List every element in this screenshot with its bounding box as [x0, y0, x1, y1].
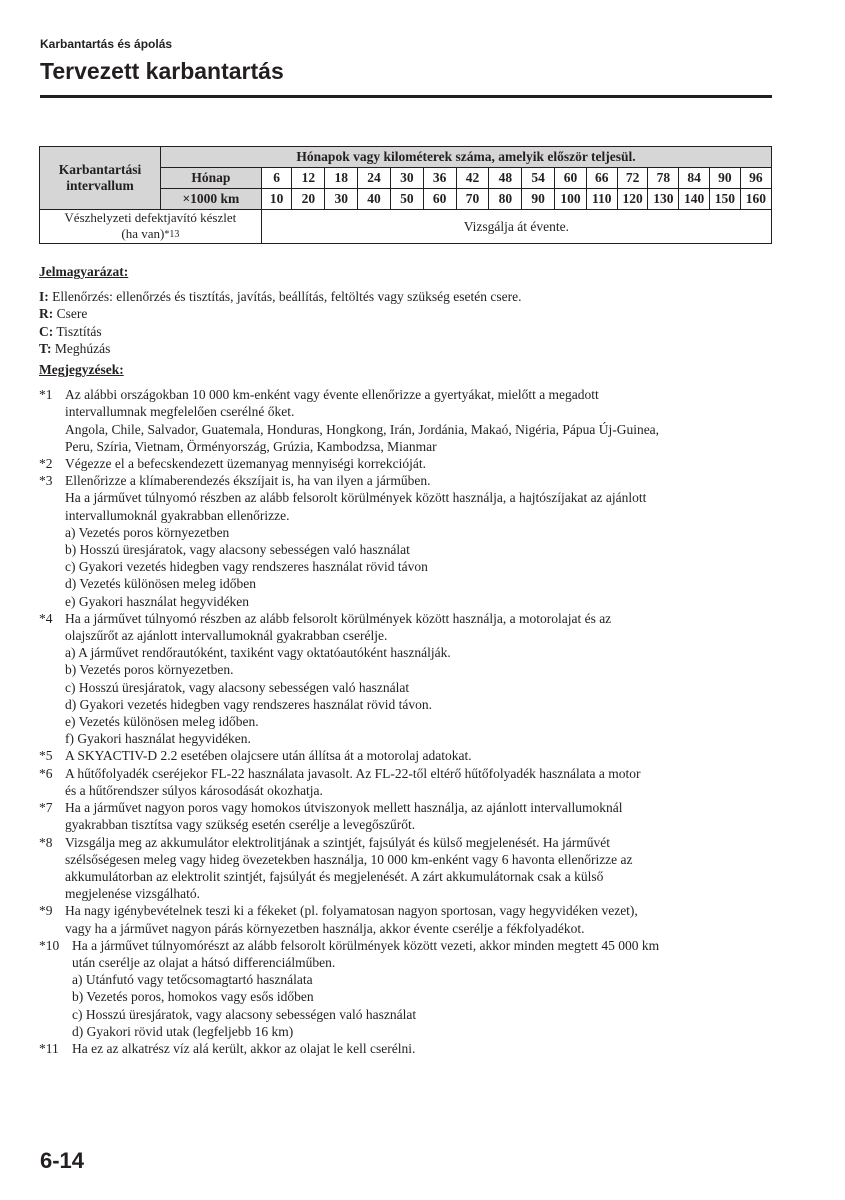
- page-title: Tervezett karbantartás: [40, 58, 284, 84]
- note-line: d) Gyakori rövid utak (legfeljebb 16 km): [72, 1023, 294, 1039]
- note-line: Ellenőrizze a klímaberendezés ékszíjait is, ha van ilyen a járműben.: [65, 473, 431, 489]
- km-cell: 130: [648, 189, 679, 210]
- km-cell: 100: [555, 189, 587, 210]
- note-n1: [39, 386, 779, 455]
- note-line: e) Vezetés különösen meleg időben.: [65, 714, 259, 730]
- legend-text: Meghúzás: [54, 340, 111, 356]
- note-line: Az alábbi országokban 10 000 km-enként vagy évente ellenőrizze a gyertyákat, mielőtt a megadott: [65, 387, 599, 403]
- body-text: [39, 263, 779, 1057]
- note-n10: [39, 937, 779, 1040]
- note-marker: *1: [39, 387, 53, 403]
- note-line: és a hűtőrendszer súlyos károsodását okozhatja.: [65, 782, 323, 798]
- note-line: d) Vezetés különösen meleg időben: [65, 576, 256, 592]
- item-label-note: (ha van): [121, 226, 165, 241]
- legend-key: T:: [39, 340, 52, 356]
- note-n6: [39, 765, 779, 799]
- month-cell: 96: [740, 168, 771, 189]
- km-cell: 30: [325, 189, 358, 210]
- note-line: Ha a járművet túlnyomórészt az alább felsorolt körülmények között vezeti, akkor minden megtett 45 000 km: [72, 937, 660, 953]
- note-line: szélsőségesen meleg vagy hideg övezetekben használja, 10 000 km-enként vagy 6 havonta ellenőrizze az: [65, 851, 633, 867]
- legend-list: [39, 288, 779, 357]
- item-value: Vizsgálja át évente.: [261, 210, 771, 244]
- note-marker: *7: [39, 800, 53, 816]
- note-marker: *9: [39, 903, 53, 919]
- note-n9: [39, 902, 779, 936]
- km-cell: 70: [456, 189, 489, 210]
- month-cell: 12: [292, 168, 325, 189]
- note-line: f) Gyakori használat hegyvidéken.: [65, 731, 251, 747]
- legend-key: I:: [39, 289, 49, 305]
- month-cell: 48: [489, 168, 522, 189]
- km-cell: 140: [679, 189, 710, 210]
- note-marker: *6: [39, 765, 53, 781]
- note-marker: *11: [39, 1040, 59, 1056]
- legend-item: [39, 288, 779, 305]
- note-line: Ha a járművet nagyon poros vagy homokos útviszonyok mellett használja, az ajánlott intervallumoknál: [65, 800, 623, 816]
- note-line: c) Hosszú üresjáratok, vagy alacsony sebességen való használat: [72, 1006, 417, 1022]
- km-cell: 10: [261, 189, 292, 210]
- note-line: Ha ez az alkatrész víz alá került, akkor az olajat le kell cserélni.: [72, 1040, 416, 1056]
- section-label: Karbantartás és ápolás: [40, 37, 173, 51]
- km-cell: 150: [710, 189, 741, 210]
- note-n5: [39, 747, 779, 764]
- note-marker: *5: [39, 748, 53, 764]
- note-line: Ha a járművet túlnyomó részben az alább felsorolt körülmények között használja, a motorolajat és az: [65, 610, 612, 626]
- km-cell: 60: [423, 189, 456, 210]
- maintenance-schedule-table: [39, 146, 772, 244]
- note-line: a) A járművet rendőrautóként, taxiként vagy oktatóautóként használják.: [65, 645, 451, 661]
- note-n7: [39, 799, 779, 833]
- note-line: c) Hosszú üresjáratok, vagy alacsony sebességen való használat: [65, 679, 410, 695]
- note-n4: [39, 610, 779, 748]
- note-line: b) Vezetés poros, homokos vagy esős időben: [72, 989, 314, 1005]
- title-divider: [40, 95, 772, 98]
- note-marker: *10: [39, 937, 60, 953]
- note-line: A hűtőfolyadék cseréjekor FL-22 használata javasolt. Az FL-22-től eltérő hűtőfolyadék használata a motor: [65, 765, 641, 781]
- legend-item: [39, 340, 779, 357]
- item-label-cell: [40, 210, 262, 244]
- notes-list: [39, 386, 779, 1057]
- note-line: megjelenése vizsgálható.: [65, 886, 200, 902]
- legend-item: [39, 305, 779, 322]
- note-line: Ha a járművet túlnyomó részben az alább felsorolt körülmények között használja, a hajtószíjakat az ajánlott: [65, 490, 647, 506]
- month-cell: 18: [325, 168, 358, 189]
- month-cell: 6: [261, 168, 292, 189]
- note-line: e) Gyakori használat hegyvidéken: [65, 593, 250, 609]
- item-ref: *13: [164, 229, 180, 240]
- note-line: Ha nagy igénybevételnek teszi ki a fékeket (pl. folyamatosan nagyon sportosan, vagy hegyvidéken vezet),: [65, 903, 638, 919]
- note-line: Vizsgálja meg az akkumulátor elektrolitjának a szintjét, fajsúlyát és külső megjelenését. Ha járművét: [65, 834, 611, 850]
- note-line: Peru, Szíria, Vietnam, Örményország, Grúzia, Kambodzsa, Mianmar: [65, 438, 437, 454]
- note-line: a) Utánfutó vagy tetőcsomagtartó használata: [72, 972, 313, 988]
- note-n3: [39, 472, 779, 610]
- interval-label: Karbantartási intervallum: [58, 162, 142, 193]
- note-line: intervallumnak megfelelően cserélné őket.: [65, 404, 295, 420]
- legend-item: [39, 323, 779, 340]
- note-n11: [39, 1040, 779, 1057]
- month-cell: 66: [586, 168, 617, 189]
- note-line: vagy ha a járművet nagyon párás környezetben használja, akkor évente cserélje a fékfolyadékot.: [65, 920, 585, 936]
- month-label: Hónap: [161, 168, 262, 189]
- legend-text: Ellenőrzés: ellenőrzés és tisztítás, javítás, beállítás, feltöltés vagy szükség esetén csere.: [52, 289, 522, 305]
- note-n2: [39, 455, 779, 472]
- month-cell: 24: [358, 168, 391, 189]
- note-line: a) Vezetés poros környezetben: [65, 524, 230, 540]
- km-cell: 40: [358, 189, 391, 210]
- note-marker: *3: [39, 473, 53, 489]
- note-marker: *2: [39, 456, 53, 472]
- km-cell: 90: [522, 189, 555, 210]
- notes-heading: Megjegyzések:: [39, 362, 124, 378]
- km-cell: 20: [292, 189, 325, 210]
- month-cell: 60: [555, 168, 587, 189]
- km-cell: 110: [586, 189, 617, 210]
- note-marker: *4: [39, 610, 53, 626]
- legend-key: R:: [39, 306, 54, 322]
- note-line: d) Gyakori vezetés hidegben vagy rendszeres használat rövid távon.: [65, 696, 432, 712]
- note-line: b) Hosszú üresjáratok, vagy alacsony sebességen való használat: [65, 542, 410, 558]
- legend-text: Tisztítás: [56, 323, 102, 339]
- legend-key: C:: [39, 323, 54, 339]
- km-cell: 80: [489, 189, 522, 210]
- km-cell: 160: [740, 189, 771, 210]
- legend-text: Csere: [56, 306, 88, 322]
- note-marker: *8: [39, 834, 53, 850]
- month-cell: 72: [617, 168, 648, 189]
- km-cell: 50: [390, 189, 423, 210]
- month-cell: 78: [648, 168, 679, 189]
- legend-heading: Jelmagyarázat:: [39, 264, 129, 279]
- note-line: Angola, Chile, Salvador, Guatemala, Honduras, Hongkong, Irán, Jordánia, Makaó, Nigéria, Pápua Új-Guinea,: [65, 421, 660, 437]
- month-cell: 84: [679, 168, 710, 189]
- month-cell: 42: [456, 168, 489, 189]
- note-line: olajszűrőt az ajánlott intervallumoknál gyakrabban cserélje.: [65, 628, 388, 644]
- note-line: Végezze el a befecskendezett üzemanyag mennyiségi korrekcióját.: [65, 456, 426, 472]
- page-number: 6-14: [40, 1148, 85, 1173]
- month-cell: 54: [522, 168, 555, 189]
- month-cell: 90: [710, 168, 741, 189]
- note-line: b) Vezetés poros környezetben.: [65, 662, 234, 678]
- note-line: intervallumoknál gyakrabban ellenőrizze.: [65, 507, 290, 523]
- note-n8: [39, 834, 779, 903]
- table-row: [40, 210, 772, 244]
- note-line: c) Gyakori vezetés hidegben vagy rendszeres használat rövid távon: [65, 559, 428, 575]
- note-line: gyakrabban tisztítsa vagy szükség esetén cserélje a levegőszűrőt.: [65, 817, 416, 833]
- interval-label-cell: [40, 147, 161, 210]
- note-line: A SKYACTIV-D 2.2 esetében olajcsere után állítsa át a motorolaj adatokat.: [65, 748, 472, 764]
- month-cell: 36: [423, 168, 456, 189]
- km-label: ×1000 km: [161, 189, 262, 210]
- month-cell: 30: [390, 168, 423, 189]
- item-label: Vészhelyzeti defektjavító készlet: [64, 210, 237, 225]
- km-cell: 120: [617, 189, 648, 210]
- note-line: után cserélje az olajat a hátsó differenciálműben.: [72, 954, 336, 970]
- note-line: akkumulátorban az elektrolit szintjét, fajsúlyát és megjelenését. A zárt akkumulátornak csak a külső: [65, 868, 604, 884]
- span-header: Hónapok vagy kilométerek száma, amelyik először teljesül.: [161, 147, 772, 168]
